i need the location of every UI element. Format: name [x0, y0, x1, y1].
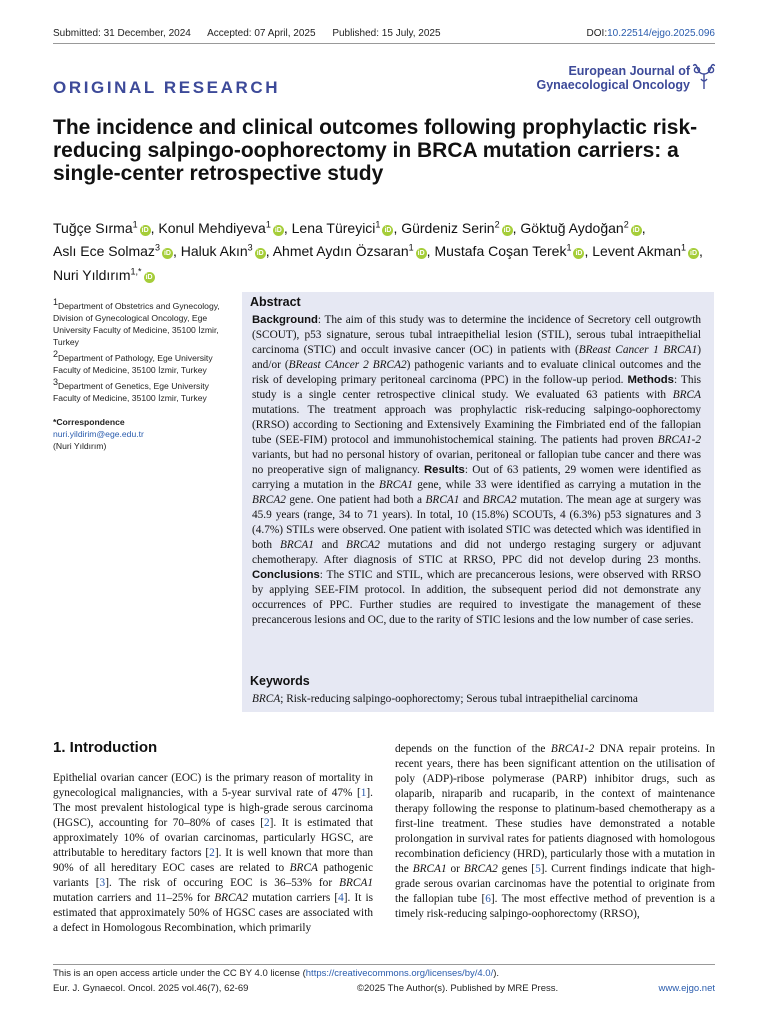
abstract-span: : The aim of this study was to determine the incidence of Secretory cell outgrowth (SCOUT), p53 signature, serous tubal intraepithelial lesion (STIL), serous tubal intraepithelial carcinoma (STIC) and occult invasive cancer (OC) in patients with (: [252, 314, 701, 356]
doi-link[interactable]: 10.22514/ejgo.2025.096: [607, 28, 715, 39]
abstract-span: ) pathogenic variants and to evaluate clinical outcomes and the risk of developing primary peritoneal carcinoma (PPC) in the follow-up period.: [252, 359, 702, 386]
body-italic: BRCA1-2: [550, 743, 595, 755]
citation-link[interactable]: 6: [485, 893, 491, 905]
citation-link[interactable]: 2: [209, 847, 215, 859]
abstract-italic: BReast Cancer 1 BRCA1: [578, 344, 698, 356]
author: [434, 243, 588, 259]
author: [273, 243, 431, 259]
article-title: The incidence and clinical outcomes following prophylactic risk-reducing salpingo-oophorectomy in BRCA mutation carriers: a single-center retrospective study: [53, 116, 698, 185]
author-name: Tuğçe Sırma: [53, 219, 133, 236]
abstract-italic: BRCA2: [346, 539, 380, 551]
keywords-text: [252, 693, 707, 705]
body-italic: BRCA2: [463, 863, 498, 875]
author-name: Konul Mehdiyeva: [158, 219, 266, 236]
abstract-span: mutation. The mean age at surgery was 45.9 years (range, 34 to 71 years). In total, 10 (15.8%) SCOUTs, 4 (6.3%) p53 signatures and 3 (4.7%) STILs were observed. One patient with isolated STIC was detected which was identified in both: [252, 494, 701, 551]
author-name: Aslı Ece Solmaz: [53, 243, 155, 260]
author-name: Levent Akman: [592, 243, 681, 260]
author-separator: ,: [393, 219, 398, 236]
abstract-span: : Out of 63 patients, 29 women were identified as carrying a mutation in the: [252, 464, 701, 491]
author-affiliation: 1: [681, 242, 687, 253]
orcid-icon[interactable]: iD: [145, 273, 153, 281]
body-italic: BRCA1: [339, 877, 373, 889]
doi: [587, 28, 715, 39]
abstract-heading: Abstract: [250, 295, 301, 309]
author-name: Ahmet Aydın Özsaran: [272, 243, 409, 260]
citation-link[interactable]: 5: [535, 863, 541, 875]
affiliation-number: 2: [53, 348, 59, 359]
abstract-span: ) and/or (: [252, 344, 701, 371]
author-affiliation: 1: [265, 219, 271, 229]
author-separator: ,: [512, 219, 517, 236]
abstract-span: variants, but had no personal history of ovarian, peritoneal or fallopian tube cancer and there was no preoperative sign of malignancy.: [252, 449, 701, 476]
author-affiliation: 1,*: [130, 266, 142, 277]
correspondence-email[interactable]: nuri.yildirim@ege.edu.tr: [53, 428, 144, 439]
journal-website-link[interactable]: www.ejgo.net: [658, 983, 715, 994]
author-affiliation: 2: [623, 219, 629, 229]
section-label: ORIGINAL RESEARCH: [53, 78, 281, 97]
body-span: ]. Current findings indicate that high-grade serous ovarian carcinomas have the potential to originate from the fallopian tube [: [395, 863, 715, 905]
journal-name-line2: Gynaecological Oncology: [536, 78, 690, 92]
body-span: ]. The most effective method of prevention is a timely risk-reducing salpingo-oophorectomy (RRSO),: [395, 893, 715, 920]
author: [401, 220, 516, 236]
orcid-icon[interactable]: iD: [503, 226, 511, 234]
body-span: ]. The risk of occuring EOC is 36–53% for: [105, 877, 340, 889]
author-affiliation: 1: [408, 242, 414, 253]
abstract-italic: BRCA2: [482, 494, 517, 506]
introduction-heading: 1. Introduction: [53, 739, 158, 756]
author-name: Lena Türeyici: [291, 219, 376, 236]
abstract-italic: BRCA2: [252, 494, 286, 506]
correspondence-name: (Nuri Yıldırım): [53, 440, 107, 451]
keywords-heading: Keywords: [250, 674, 310, 688]
citation-link[interactable]: 3: [99, 877, 106, 889]
abstract-span: : The STIC and STIL, which are precancerous lesions, were observed with RRSO by applying SEE-FIM protocol. In addition, the subsequent period did not demonstrate any occurrences of PPC. Further studies are required to investigate the management of these precancerous lesions and OC, due to the rarity of STIC lesions and the low number of case series.: [252, 569, 701, 626]
orcid-icon[interactable]: iD: [384, 226, 392, 234]
abstract-span: and: [459, 494, 483, 506]
body-span: mutation carriers and 11–25% for: [53, 892, 215, 904]
author-separator: ,: [584, 243, 589, 260]
author: [53, 243, 177, 259]
author: [53, 267, 155, 283]
author: [592, 243, 703, 259]
body-span: ]. The most prevalent histological type is high-grade serous carcinoma (HGSC), accounting for 70–80% of cases [: [53, 787, 373, 829]
author: [292, 220, 398, 236]
keyword-span: ; Risk-reducing salpingo-oophorectomy; Serous tubal intraepithelial carcinoma: [280, 693, 638, 705]
body-span: DNA repair proteins. In recent years, there has been significant attention on the utilisation of poly (ADP)-ribose polymerase (PARP) inhibitor drugs, such as olaparib, niraparib and rucaparib, in the context of maintenance therapy following the response to platinum-based chemotherapy as a first-line treatment. These studies have demonstrated a notable prolongation in survival rates for patients diagnosed with homologous recombination deficiency (HRD), particularly those with a mutation in the: [395, 743, 715, 875]
author-affiliation: 3: [247, 242, 253, 253]
orcid-icon[interactable]: iD: [690, 250, 698, 258]
orcid-icon[interactable]: iD: [141, 226, 149, 234]
body-span: mutation carriers [: [248, 892, 339, 904]
license-text: This is an open access article under the CC BY 4.0 license (: [53, 968, 306, 979]
author-separator: ,: [265, 243, 270, 260]
author-separator: ,: [641, 219, 646, 236]
author-name: Gürdeniz Serin: [401, 219, 495, 236]
body-italic: BRCA1: [412, 863, 447, 875]
author-affiliation: 1: [132, 219, 138, 229]
abstract-span: gene, while 33 were identified as carrying a mutation in the: [412, 479, 701, 491]
author: [520, 220, 645, 236]
journal-logo-icon: [692, 62, 716, 92]
body-span: ]. It is estimated that approximately 10% of ovarian carcinomas, particularly HGSC, are attributable to hereditary factors [: [53, 817, 373, 859]
doi-label: DOI:: [586, 28, 608, 39]
author-name: Mustafa Coşan Terek: [434, 243, 567, 260]
affiliation-number: 3: [53, 376, 59, 387]
submission-dates: [53, 28, 455, 39]
results-label: Results: [424, 464, 465, 476]
accepted-date: Accepted: 07 April, 2025: [207, 28, 316, 39]
abstract-italic: BRCA1: [280, 539, 314, 551]
orcid-icon[interactable]: iD: [256, 250, 264, 258]
submitted-date: Submitted: 31 December, 2024: [53, 28, 191, 39]
orcid-icon[interactable]: iD: [163, 250, 171, 258]
author: [53, 220, 155, 236]
body-span: genes [: [497, 863, 536, 875]
correspondence-heading: *Correspondence: [53, 416, 125, 427]
abstract-italic: BReast CAncer 2 BRCA2: [288, 359, 407, 371]
author-name: Haluk Akın: [180, 243, 248, 260]
abstract-text: [252, 313, 701, 628]
author-affiliation: 2: [494, 219, 500, 229]
author-separator: ,: [172, 243, 177, 260]
abstract-italic: BRCA1-2: [657, 434, 701, 446]
body-italic: BRCA2: [214, 892, 249, 904]
affiliations: [53, 296, 238, 452]
author: [158, 220, 287, 236]
body-italic: BRCA: [289, 862, 318, 874]
affiliation-2: [53, 348, 238, 376]
abstract-italic: BRCA1: [425, 494, 460, 506]
author: [181, 243, 270, 259]
copyright: ©2025 The Author(s). Published by MRE Press.: [357, 983, 559, 994]
license-text: ).: [493, 968, 500, 979]
orcid-icon[interactable]: iD: [575, 250, 583, 258]
journal-citation: Eur. J. Gynaecol. Oncol. 2025 vol.46(7), 62-69: [53, 983, 249, 994]
author-affiliation: 3: [154, 242, 160, 253]
affiliation-1: [53, 296, 238, 348]
body-span: depends on the function of the: [395, 743, 551, 755]
intro-column-left: [53, 771, 373, 936]
author-separator: ,: [150, 219, 155, 236]
abstract-span: : This study is a single center retrospective clinical study. We evaluated 63 patients with: [252, 374, 702, 401]
keyword-italic: BRCA: [252, 693, 281, 705]
methods-label: Methods: [627, 374, 674, 386]
body-span: ]. It is well known that more than 90% of all hereditary EOC cases are related to: [53, 847, 373, 874]
journal-name-line1: European Journal of: [568, 64, 690, 78]
author-name: Göktuğ Aydoğan: [520, 219, 624, 236]
license-link[interactable]: https://creativecommons.org/licenses/by/4.0/: [305, 968, 494, 979]
background-label: Background: [252, 314, 318, 326]
abstract-span: and: [313, 539, 347, 551]
author-list: [53, 214, 718, 285]
orcid-icon[interactable]: iD: [274, 226, 282, 234]
intro-column-right: [395, 742, 715, 922]
orcid-icon[interactable]: iD: [632, 226, 640, 234]
journal-name: [536, 64, 690, 92]
affiliation-number: 1: [53, 297, 59, 307]
author-separator: ,: [283, 219, 288, 236]
footer-divider: [53, 964, 715, 965]
abstract-span: mutations. The treatment approach was prophylactic risk-reducing salpingo-oophorectomy (RRSO) according to Sectioning and Extensively Examining the Fimbriated end of the fallopian tube (SEE-FIM) protocol and immunohistochemical staining. The patients had proven: [252, 404, 701, 446]
orcid-icon[interactable]: iD: [417, 250, 425, 258]
author-affiliation: 1: [375, 219, 381, 229]
author-separator: ,: [699, 243, 703, 260]
citation-link[interactable]: 1: [360, 787, 367, 799]
header-divider: [53, 43, 715, 44]
author-affiliation: 1: [566, 242, 572, 253]
abstract-span: gene. One patient had both a: [285, 494, 426, 506]
abstract-span: mutations and did not undergo restaging surgery or adjuvant chemotherapy. After diagnosis of STIC at RRSO, PPC did not develop during 23 months.: [252, 539, 701, 566]
affiliation-text: Department of Genetics, Ege University Faculty of Medicine, 35100 İzmir, Turkey: [53, 380, 209, 403]
published-date: Published: 15 July, 2025: [332, 28, 441, 39]
affiliation-text: Department of Obstetrics and Gynecology, Division of Gynecological Oncology, Ege University Faculty of Medicine, 35100 İzmir, Turkey: [53, 300, 220, 347]
abstract-italic: BRCA: [672, 389, 701, 401]
affiliation-text: Department of Pathology, Ege University Faculty of Medicine, 35100 İzmir, Turkey: [53, 352, 213, 375]
license-notice: [53, 968, 499, 979]
body-span: ]. It is estimated that approximately 50% of HGSC cases are associated with a defect in Homologous Recombination, which primarily: [53, 892, 373, 934]
affiliation-3: [53, 376, 238, 404]
body-span: or: [446, 863, 464, 875]
body-span: Epithelial ovarian cancer (EOC) is the primary reason of mortality in gynecological malignancies, with a 5-year survival rate of 47% [: [53, 772, 373, 799]
citation-link[interactable]: 2: [264, 817, 270, 829]
author-name: Nuri Yıldırım: [53, 266, 131, 283]
author-separator: ,: [426, 243, 431, 260]
body-span: pathogenic variants [: [53, 862, 373, 889]
conclusions-label: Conclusions: [252, 569, 320, 581]
abstract-italic: BRCA1: [379, 479, 413, 491]
citation-link[interactable]: 4: [338, 892, 344, 904]
